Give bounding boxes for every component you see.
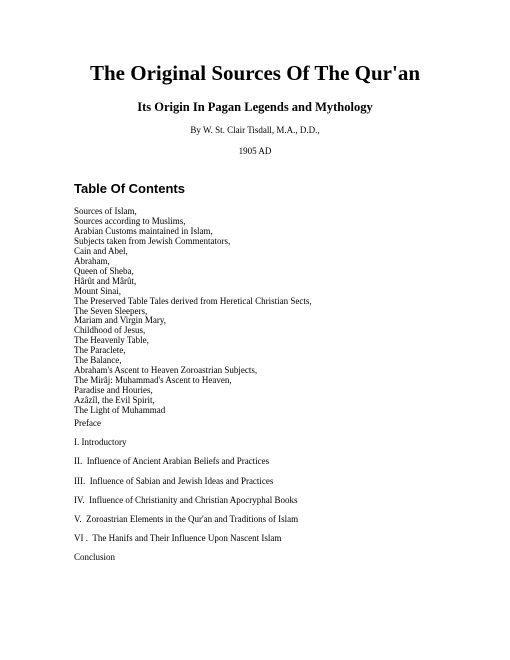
toc-item[interactable]: The Light of Muhammad bbox=[74, 405, 166, 416]
toc-item[interactable]: Azâzîl, the Evil Spirit, bbox=[74, 395, 155, 406]
toc-item[interactable]: The Heavenly Table, bbox=[74, 335, 149, 346]
toc-item[interactable]: Sources of Islam, bbox=[74, 206, 137, 216]
toc-item[interactable]: The Balance, bbox=[74, 355, 122, 366]
section-link-conclusion[interactable]: Conclusion bbox=[74, 552, 116, 563]
toc-item[interactable]: Subjects taken from Jewish Commentators, bbox=[74, 235, 231, 246]
section-link-preface[interactable]: Preface bbox=[74, 418, 101, 428]
toc-item[interactable]: Arabian Customs maintained in Islam, bbox=[74, 225, 213, 236]
document-subtitle: Its Origin In Pagan Legends and Mythology bbox=[137, 100, 373, 114]
toc-item[interactable]: Queen of Sheba, bbox=[74, 265, 134, 276]
toc-heading: Table Of Contents bbox=[74, 181, 185, 196]
toc-item[interactable]: The Mirâj: Muhammad's Ascent to Heaven, bbox=[74, 375, 232, 386]
toc-item[interactable]: Abraham, bbox=[74, 255, 110, 266]
publication-date: 1905 AD bbox=[238, 146, 272, 156]
section-link-hanifs[interactable]: VI . The Hanifs and Their Influence Upon Nascent Islam bbox=[74, 533, 282, 544]
section-list bbox=[74, 417, 298, 571]
toc-item[interactable]: Mount Sinai, bbox=[74, 285, 122, 296]
toc-item[interactable]: Childhood of Jesus, bbox=[74, 325, 146, 336]
section-link-introductory[interactable]: I. Introductory bbox=[74, 437, 127, 448]
toc-list bbox=[74, 207, 312, 416]
toc-item[interactable]: Hârût and Mârût, bbox=[74, 275, 137, 286]
section-link-arabian-beliefs[interactable]: II. Influence of Ancient Arabian Beliefs and Practices bbox=[74, 456, 270, 467]
toc-item[interactable]: Mariam and Virgin Mary, bbox=[74, 315, 167, 326]
section-link-sabian-jewish[interactable]: III. Influence of Sabian and Jewish Ideas and Practices bbox=[74, 475, 274, 486]
toc-item[interactable]: Abraham's Ascent to Heaven Zoroastrian Subjects, bbox=[74, 365, 258, 376]
toc-item[interactable]: Paradise and Houries, bbox=[74, 385, 153, 396]
toc-item[interactable]: The Preserved Table Tales derived from Heretical Christian Sects, bbox=[74, 295, 312, 306]
section-link-christianity[interactable]: IV. Influence of Christianity and Christian Apocryphal Books bbox=[74, 494, 298, 505]
toc-item[interactable]: Cain and Abel, bbox=[74, 245, 128, 256]
section-link-zoroastrian[interactable]: V. Zoroastrian Elements in the Qur'an and Traditions of Islam bbox=[74, 513, 299, 524]
toc-item[interactable]: The Paraclete, bbox=[74, 345, 126, 356]
document-title: The Original Sources Of The Qur'an bbox=[89, 61, 420, 85]
author-line: By W. St. Clair Tisdall, M.A., D.D., bbox=[190, 125, 320, 135]
toc-item[interactable]: Sources according to Muslims, bbox=[74, 215, 186, 226]
toc-item[interactable]: The Seven Sleepers, bbox=[74, 305, 148, 316]
